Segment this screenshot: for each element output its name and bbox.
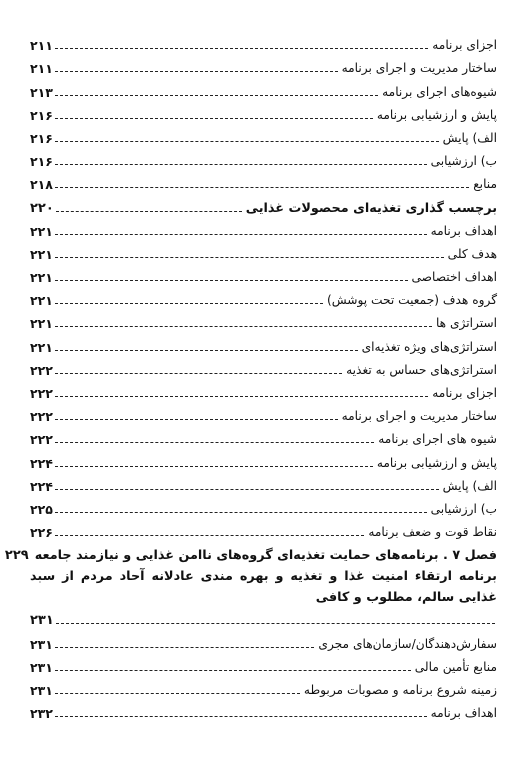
- toc-entry[interactable]: [30, 308, 497, 331]
- toc-page-number: ۲۲۶: [30, 525, 53, 541]
- toc-entry[interactable]: [30, 53, 497, 76]
- toc-heading-title: فصل ۷ . برنامه‌های حمایت تغذیه‌ای گروه‌های ناامن غذایی و نیازمند جامعه: [34, 548, 497, 564]
- leader-dots: [55, 140, 439, 142]
- toc-page-number: ۲۱۶: [30, 154, 53, 170]
- toc-entry-title: شیوه های اجرای برنامه: [378, 432, 497, 447]
- leader-dots: [55, 669, 411, 671]
- toc-entry-title: هدف کلی: [447, 246, 497, 261]
- toc-entry[interactable]: [30, 378, 497, 401]
- toc-page-number: ۲۱۸: [30, 177, 53, 193]
- toc-heading-title: برچسب گذاری تغذیه‌ای محصولات غذایی: [245, 200, 497, 216]
- toc-entry[interactable]: [30, 698, 497, 721]
- toc-entry-title: استراتژی‌های ویژه تغذیه‌ای: [361, 339, 497, 354]
- leader-dots: [55, 692, 300, 694]
- toc-page-number: ۲۳۲: [30, 706, 53, 722]
- leader-dots: [55, 47, 428, 49]
- leader-dots: [55, 349, 358, 351]
- toc-entry-title: پایش و ارزشیابی برنامه: [376, 455, 497, 470]
- toc-entry-title: اجزای برنامه: [432, 386, 497, 400]
- toc-entry[interactable]: [30, 30, 497, 53]
- toc-entry[interactable]: [30, 100, 497, 123]
- toc-entry-title: منابع تأمین مالی: [414, 659, 497, 674]
- toc-entry-title: ب) ارزشیابی: [430, 154, 497, 169]
- toc-page-number: ۲۱۳: [30, 84, 53, 100]
- toc-entry-title: سفارش‌دهندگان/سازمان‌های مجری: [318, 636, 497, 651]
- toc-entry-title: منابع: [473, 177, 497, 192]
- toc-entry[interactable]: [30, 628, 497, 651]
- toc-page-number: ۲۲۲: [30, 409, 53, 425]
- leader-dots: [55, 302, 323, 304]
- toc-page-number: ۲۱۶: [30, 130, 53, 146]
- toc-page-number: ۲۲۱: [30, 293, 53, 309]
- toc-entry-title: ساختار مدیریت و اجرای برنامه: [341, 409, 497, 424]
- toc-page-number: ۲۳۱: [30, 682, 53, 698]
- leader-dots: [55, 418, 338, 420]
- toc-entry-title: اهداف برنامه: [430, 223, 497, 238]
- toc-entry[interactable]: [30, 517, 497, 540]
- toc-entry[interactable]: [30, 424, 497, 447]
- toc-entry-title: الف) پایش: [442, 130, 497, 145]
- toc-page-number: ۲۲۲: [30, 386, 53, 401]
- toc-entry-title: اهداف برنامه: [430, 706, 497, 721]
- toc-entry-title: پایش و ارزشیابی برنامه: [376, 107, 497, 122]
- toc-wrapped-heading[interactable]: [30, 563, 497, 628]
- toc-page-number: ۲۳۱: [30, 659, 53, 675]
- table-of-contents: [4, 30, 497, 722]
- toc-page-number: ۲۲۱: [30, 223, 53, 239]
- toc-entry-title: شیوه‌های اجرای برنامه: [382, 84, 497, 99]
- leader-dots: [55, 715, 427, 717]
- toc-entry[interactable]: [30, 494, 497, 517]
- leader-dots: [55, 511, 427, 513]
- leader-dots: [55, 256, 444, 258]
- toc-page-number: ۲۲۰: [30, 200, 54, 216]
- toc-entry[interactable]: [30, 447, 497, 470]
- toc-entry-title: استراتژی‌های حساس به تغذیه: [346, 362, 497, 377]
- toc-entry-title: گروه هدف (جمعیت تحت پوشش): [326, 293, 497, 308]
- toc-chapter-heading[interactable]: [4, 540, 497, 564]
- toc-page-number: ۲۲۲: [30, 362, 53, 378]
- toc-entry-title: زمینه شروع برنامه و مصوبات مربوطه: [303, 682, 497, 697]
- leader-dots: [55, 94, 378, 96]
- toc-entry-title: استراتژی ها: [435, 316, 497, 331]
- leader-dots: [55, 233, 427, 235]
- leader-dots: [55, 646, 315, 648]
- toc-page-number: ۲۲۲: [30, 432, 53, 448]
- toc-page-number: ۲۲۱: [30, 316, 53, 332]
- toc-page-number: ۲۲۵: [30, 501, 53, 517]
- leader-dots: [55, 534, 364, 536]
- toc-page-number: ۲۲۴: [30, 478, 53, 494]
- toc-entry[interactable]: [30, 169, 497, 192]
- toc-entry-title: اجزای برنامه: [432, 38, 497, 53]
- toc-entry-title: ساختار مدیریت و اجرای برنامه: [341, 61, 497, 76]
- toc-entry[interactable]: [30, 123, 497, 146]
- leader-dots: [55, 372, 342, 374]
- toc-entry[interactable]: [30, 146, 497, 169]
- toc-entry[interactable]: [30, 331, 497, 354]
- leader-dots: [55, 70, 338, 72]
- toc-entry[interactable]: [30, 652, 497, 675]
- toc-page-number: ۲۳۱: [30, 613, 54, 629]
- leader-dots: [55, 395, 428, 397]
- toc-entry-title: اهداف اختصاصی: [411, 270, 497, 285]
- toc-entry[interactable]: [30, 471, 497, 494]
- toc-page-number: ۲۲۹: [4, 548, 29, 564]
- toc-entry[interactable]: [30, 76, 497, 99]
- toc-page-number: ۲۲۱: [30, 270, 53, 286]
- toc-entry[interactable]: [30, 216, 497, 239]
- toc-entry-title: ب) ارزشیابی: [430, 501, 497, 516]
- leader-dots: [55, 465, 373, 467]
- toc-entry[interactable]: [30, 355, 497, 378]
- leader-dots: [55, 325, 432, 327]
- toc-page-number: ۲۱۶: [30, 107, 53, 123]
- leader-dots: [55, 163, 427, 165]
- toc-section-heading[interactable]: [30, 192, 497, 215]
- leader-dots: [55, 117, 373, 119]
- toc-heading-title: برنامه ارتقاء امنیت غذا و تغذیه و بهره مندی عادلانه آحاد مردم از سبد غذایی سالم، مطلوب و کافی: [30, 569, 497, 606]
- leader-dots: [55, 279, 408, 281]
- toc-page-number: ۲۲۱: [30, 246, 53, 262]
- toc-page-number: ۲۱۱: [30, 38, 53, 54]
- toc-wrapped-heading-leader: [30, 608, 497, 628]
- toc-page-number: ۲۲۱: [30, 339, 53, 355]
- toc-page-number: ۲۱۱: [30, 61, 53, 77]
- toc-entry[interactable]: [30, 401, 497, 424]
- leader-dots: [55, 441, 374, 443]
- toc-entry[interactable]: [30, 285, 497, 308]
- leader-dots: [56, 622, 495, 624]
- toc-entry[interactable]: [30, 675, 497, 698]
- toc-entry[interactable]: [30, 239, 497, 262]
- toc-entry[interactable]: [30, 262, 497, 285]
- toc-entry-title: نقاط قوت و ضعف برنامه: [368, 525, 497, 540]
- leader-dots: [55, 488, 439, 490]
- toc-page-number: ۲۳۱: [30, 636, 53, 652]
- leader-dots: [56, 210, 242, 212]
- toc-page-number: ۲۲۴: [30, 455, 53, 471]
- leader-dots: [55, 186, 469, 188]
- toc-entry-title: الف) پایش: [442, 478, 497, 493]
